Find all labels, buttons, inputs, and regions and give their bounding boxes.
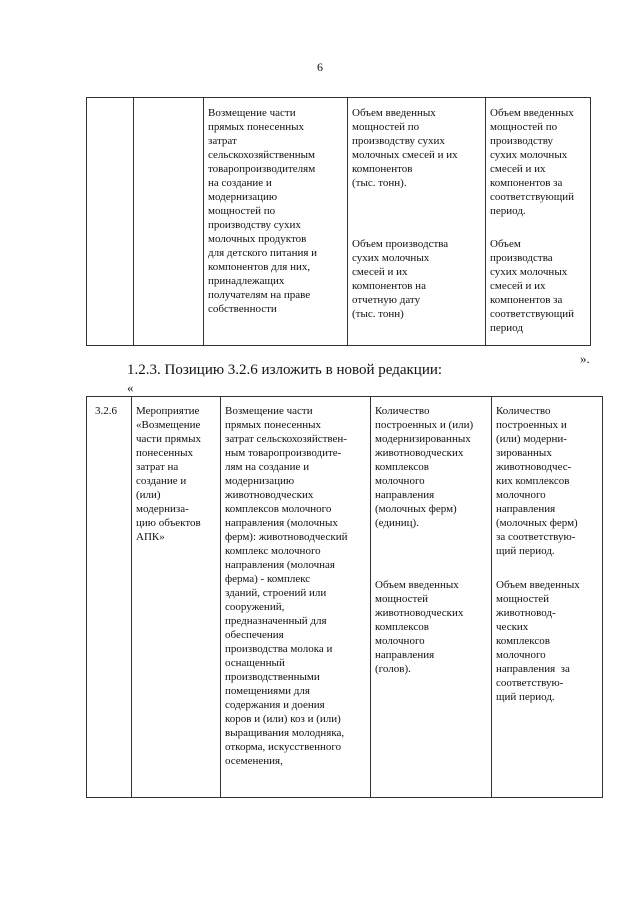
column-divider: [220, 397, 221, 797]
table1-result-cell-1: Объем введенных мощностей по производству сухих молочных смесей и их компонентов за соответствующий период.: [490, 107, 574, 217]
table2-measure-cell: Мероприятие «Возмещение части прямых понесенных затрат на создание и (или) модерниза- цию объектов АПК»: [136, 405, 202, 543]
table2-result-cell-1: Количество построенных и (или) модерни- зированных животноводчес- ких комплексов молочного направления (молочных ферм) за соответствую- щий период.: [496, 405, 578, 557]
section-heading: 1.2.3. Позицию 3.2.6 изложить в новой редакции:: [127, 362, 443, 378]
column-divider: [131, 397, 132, 797]
table2-number-cell: 3.2.6: [95, 405, 117, 417]
new-position-table: [86, 396, 603, 798]
continued-table: [86, 97, 591, 346]
column-divider: [347, 98, 348, 345]
closing-quote: ».: [580, 351, 590, 366]
column-divider: [203, 98, 204, 345]
column-divider: [370, 397, 371, 797]
table1-indicator-cell-2: Объем производства сухих молочных смесей и их компонентов на отчетную дату (тыс. тонн): [352, 238, 449, 320]
column-divider: [491, 397, 492, 797]
opening-quote: «: [127, 380, 134, 395]
table2-description-cell: Возмещение части прямых понесенных затрат сельскохозяйствен- ным товаропроизводите- лям на создание и модернизацию животноводческих комплексов молочного направления (молочных ферм): животноводческий комплекс молочного направления (молочная ферма) - комплекс зданий, строений или сооружений, предназначенный для обеспечения производства молока и оснащенный производственными помещениями для содержания и доения коров и (или) коз и (или) выращивания молодняка, откорма, искусственного осеменения,: [225, 405, 348, 767]
table1-indicator-cell-1: Объем введенных мощностей по производству сухих молочных смесей и их компонентов (тыс. тонн).: [352, 107, 458, 189]
table1-result-cell-2: Объем производства сухих молочных смесей и их компонентов за соответствующий период: [490, 238, 574, 334]
table2-indicator-cell-2: Объем введенных мощностей животноводческих комплексов молочного направления (голов).: [375, 579, 464, 675]
column-divider: [133, 98, 134, 345]
column-divider: [485, 98, 486, 345]
table2-indicator-cell-1: Количество построенных и (или) модернизированных животноводческих комплексов молочного направления (молочных ферм) (единиц).: [375, 405, 474, 529]
table1-description-cell: Возмещение части прямых понесенных затрат сельскохозяйственным товаропроизводителям на создание и модернизацию мощностей по производству сухих молочных продуктов для детского питания и компонентов для них, принадлежащих получателям на праве собственности: [208, 107, 318, 315]
page-number: 6: [317, 60, 323, 74]
table2-result-cell-2: Объем введенных мощностей животновод- ческих комплексов молочного направления за соответствую- щий период.: [496, 579, 580, 703]
